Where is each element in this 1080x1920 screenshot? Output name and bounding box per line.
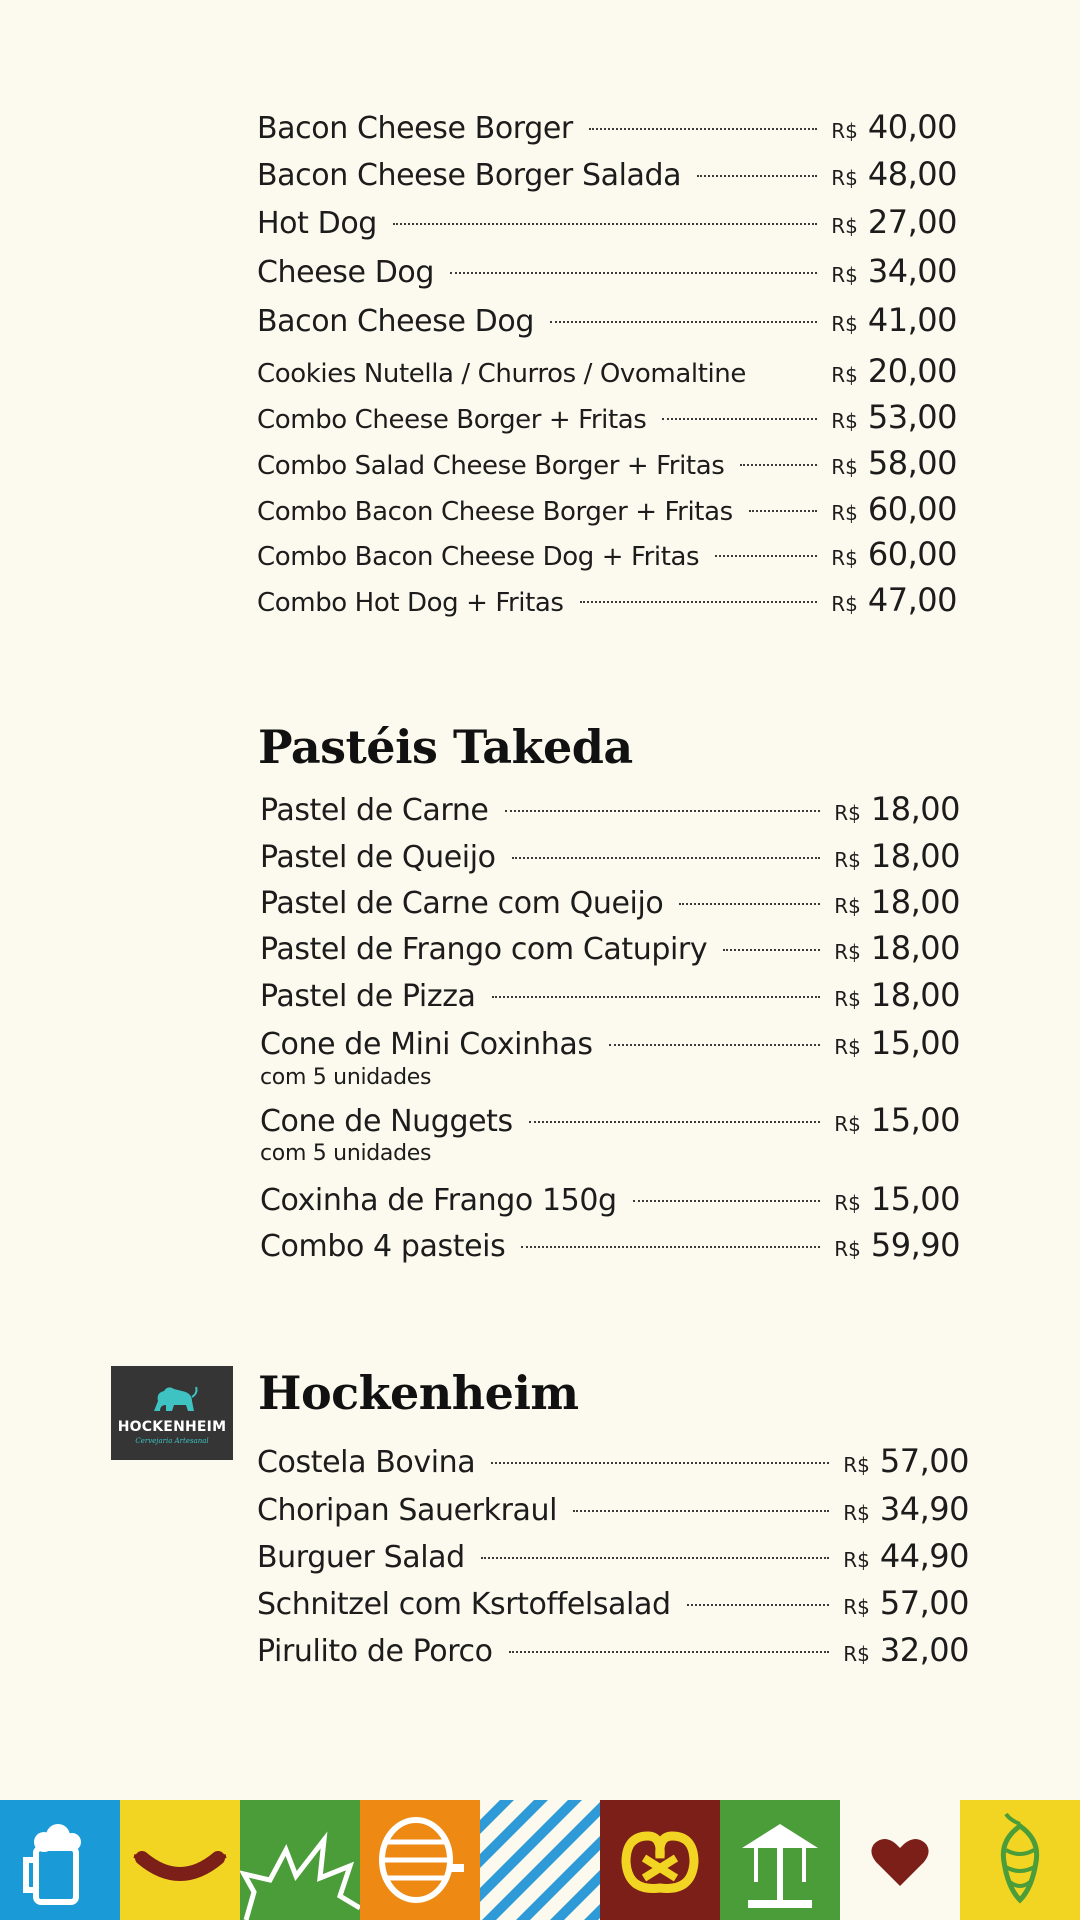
menu-item [260, 883, 960, 921]
currency-label: R$ [831, 363, 858, 387]
menu-item [260, 1226, 960, 1264]
menu-item [257, 1490, 969, 1528]
menu-item [257, 108, 957, 146]
item-price: 58,00 [867, 444, 957, 482]
dot-leader [481, 1557, 829, 1559]
menu-item [260, 1024, 960, 1062]
footer-tile [360, 1800, 480, 1920]
footer-tile [960, 1800, 1080, 1920]
footer-tile [120, 1800, 240, 1920]
currency-label: R$ [843, 1595, 870, 1619]
item-price: 32,00 [879, 1631, 969, 1669]
item-name: Pirulito de Porco [257, 1634, 493, 1669]
item-name: Combo Cheese Borger + Fritas [257, 405, 647, 435]
item-price: 34,00 [867, 252, 957, 290]
item-price: 18,00 [870, 883, 960, 921]
menu-item [257, 155, 957, 193]
item-price: 57,00 [879, 1584, 969, 1622]
currency-label: R$ [834, 987, 861, 1011]
dot-leader [509, 1651, 830, 1653]
barrel-icon [360, 1800, 480, 1920]
dot-leader [697, 175, 817, 177]
dot-leader [491, 1462, 829, 1464]
menu-item [257, 1584, 969, 1622]
item-name: Hot Dog [257, 206, 377, 241]
currency-label: R$ [834, 1237, 861, 1261]
dot-leader [492, 996, 821, 998]
menu-item [260, 1180, 960, 1218]
menu-item [257, 1537, 969, 1575]
menu-item [257, 1442, 969, 1480]
item-name: Cone de Nuggets [260, 1104, 513, 1139]
currency-label: R$ [831, 592, 858, 616]
currency-label: R$ [834, 1112, 861, 1136]
currency-label: R$ [831, 455, 858, 479]
logo-brand: HOCKENHEIM [117, 1419, 227, 1435]
dot-leader [723, 949, 820, 951]
item-price: 47,00 [867, 581, 957, 619]
item-name: Pastel de Queijo [260, 840, 496, 875]
logo-tagline: Cervejaria Artesanal [135, 1437, 209, 1445]
menu-item [260, 790, 960, 828]
section-title-hockenheim: Hockenheim [258, 1366, 579, 1420]
item-price: 18,00 [870, 790, 960, 828]
currency-label: R$ [843, 1501, 870, 1525]
item-price: 18,00 [870, 929, 960, 967]
menu-item [257, 490, 957, 528]
star-burst-icon [240, 1800, 360, 1920]
footer-tiles [0, 1800, 1080, 1920]
lion-icon [144, 1381, 200, 1417]
menu-item [260, 976, 960, 1014]
menu-item [260, 837, 960, 875]
currency-label: R$ [834, 940, 861, 964]
item-name: Combo 4 pasteis [260, 1229, 506, 1264]
item-price: 18,00 [870, 837, 960, 875]
menu-item [257, 1631, 969, 1669]
item-price: 41,00 [867, 301, 957, 339]
pretzel-icon [600, 1800, 720, 1920]
item-price: 48,00 [867, 155, 957, 193]
item-price: 60,00 [867, 490, 957, 528]
dot-leader [679, 903, 820, 905]
item-name: Costela Bovina [257, 1445, 476, 1480]
currency-label: R$ [843, 1642, 870, 1666]
bavarian-stripes-icon [480, 1800, 600, 1920]
item-price: 27,00 [867, 203, 957, 241]
currency-label: R$ [831, 263, 858, 287]
dot-leader [450, 272, 817, 274]
menu-item [257, 398, 957, 436]
item-price: 20,00 [867, 352, 957, 390]
menu-item [260, 1101, 960, 1139]
dot-leader [550, 321, 817, 323]
carousel-icon [720, 1800, 840, 1920]
heart-icon [840, 1800, 960, 1920]
item-price: 15,00 [870, 1024, 960, 1062]
item-price: 15,00 [870, 1101, 960, 1139]
currency-label: R$ [831, 166, 858, 190]
item-name: Bacon Cheese Dog [257, 304, 534, 339]
item-name: Combo Salad Cheese Borger + Fritas [257, 451, 725, 481]
item-name: Combo Hot Dog + Fritas [257, 588, 564, 618]
item-name: Coxinha de Frango 150g [260, 1183, 617, 1218]
dot-leader [580, 601, 818, 603]
currency-label: R$ [843, 1548, 870, 1572]
menu-item [257, 352, 957, 390]
item-price: 44,90 [879, 1537, 969, 1575]
item-price: 53,00 [867, 398, 957, 436]
dot-leader [573, 1510, 829, 1512]
item-name: Bacon Cheese Borger [257, 111, 573, 146]
item-price: 40,00 [867, 108, 957, 146]
footer-tile [0, 1800, 120, 1920]
dot-leader [715, 555, 817, 557]
hop-icon [960, 1800, 1080, 1920]
currency-label: R$ [831, 312, 858, 336]
currency-label: R$ [843, 1453, 870, 1477]
footer-tile [240, 1800, 360, 1920]
item-name: Pastel de Carne com Queijo [260, 886, 664, 921]
item-name: Combo Bacon Cheese Dog + Fritas [257, 542, 700, 572]
item-note: com 5 unidades [260, 1141, 432, 1166]
sausage-icon [120, 1800, 240, 1920]
item-name: Pastel de Carne [260, 793, 489, 828]
currency-label: R$ [834, 801, 861, 825]
item-price: 18,00 [870, 976, 960, 1014]
item-note: com 5 unidades [260, 1065, 432, 1090]
menu-item [257, 581, 957, 619]
currency-label: R$ [831, 409, 858, 433]
footer-tile [600, 1800, 720, 1920]
menu-item [257, 203, 957, 241]
dot-leader [521, 1246, 820, 1248]
dot-leader [740, 464, 817, 466]
dot-leader [609, 1044, 821, 1046]
beer-mug-icon [0, 1800, 120, 1920]
currency-label: R$ [831, 214, 858, 238]
item-name: Burguer Salad [257, 1540, 465, 1575]
currency-label: R$ [831, 546, 858, 570]
currency-label: R$ [834, 1035, 861, 1059]
dot-leader [762, 372, 817, 374]
item-name: Cone de Mini Coxinhas [260, 1027, 593, 1062]
dot-leader [393, 223, 817, 225]
item-name: Pastel de Pizza [260, 979, 476, 1014]
item-price: 15,00 [870, 1180, 960, 1218]
item-name: Combo Bacon Cheese Borger + Fritas [257, 497, 733, 527]
dot-leader [633, 1200, 821, 1202]
menu-item [257, 252, 957, 290]
item-name: Choripan Sauerkraul [257, 1493, 558, 1528]
currency-label: R$ [834, 894, 861, 918]
item-name: Bacon Cheese Borger Salada [257, 158, 682, 193]
item-price: 34,90 [879, 1490, 969, 1528]
currency-label: R$ [831, 501, 858, 525]
dot-leader [512, 857, 821, 859]
item-price: 57,00 [879, 1442, 969, 1480]
item-name: Schnitzel com Ksrtoffelsalad [257, 1587, 671, 1622]
footer-tile [480, 1800, 600, 1920]
item-price: 59,90 [870, 1226, 960, 1264]
section-title-pasteis: Pastéis Takeda [258, 720, 633, 774]
dot-leader [749, 510, 818, 512]
menu-item [257, 301, 957, 339]
dot-leader [589, 128, 817, 130]
currency-label: R$ [834, 1191, 861, 1215]
item-name: Pastel de Frango com Catupiry [260, 932, 708, 967]
footer-tile [840, 1800, 960, 1920]
menu-item [257, 535, 957, 573]
dot-leader [505, 810, 821, 812]
menu-item [260, 929, 960, 967]
dot-leader [529, 1121, 821, 1123]
currency-label: R$ [834, 848, 861, 872]
currency-label: R$ [831, 119, 858, 143]
footer-tile [720, 1800, 840, 1920]
menu-item [257, 444, 957, 482]
dot-leader [687, 1604, 830, 1606]
hockenheim-logo [111, 1366, 233, 1460]
item-name: Cheese Dog [257, 255, 434, 290]
item-name: Cookies Nutella / Churros / Ovomaltine [257, 359, 746, 389]
dot-leader [662, 418, 817, 420]
item-price: 60,00 [867, 535, 957, 573]
